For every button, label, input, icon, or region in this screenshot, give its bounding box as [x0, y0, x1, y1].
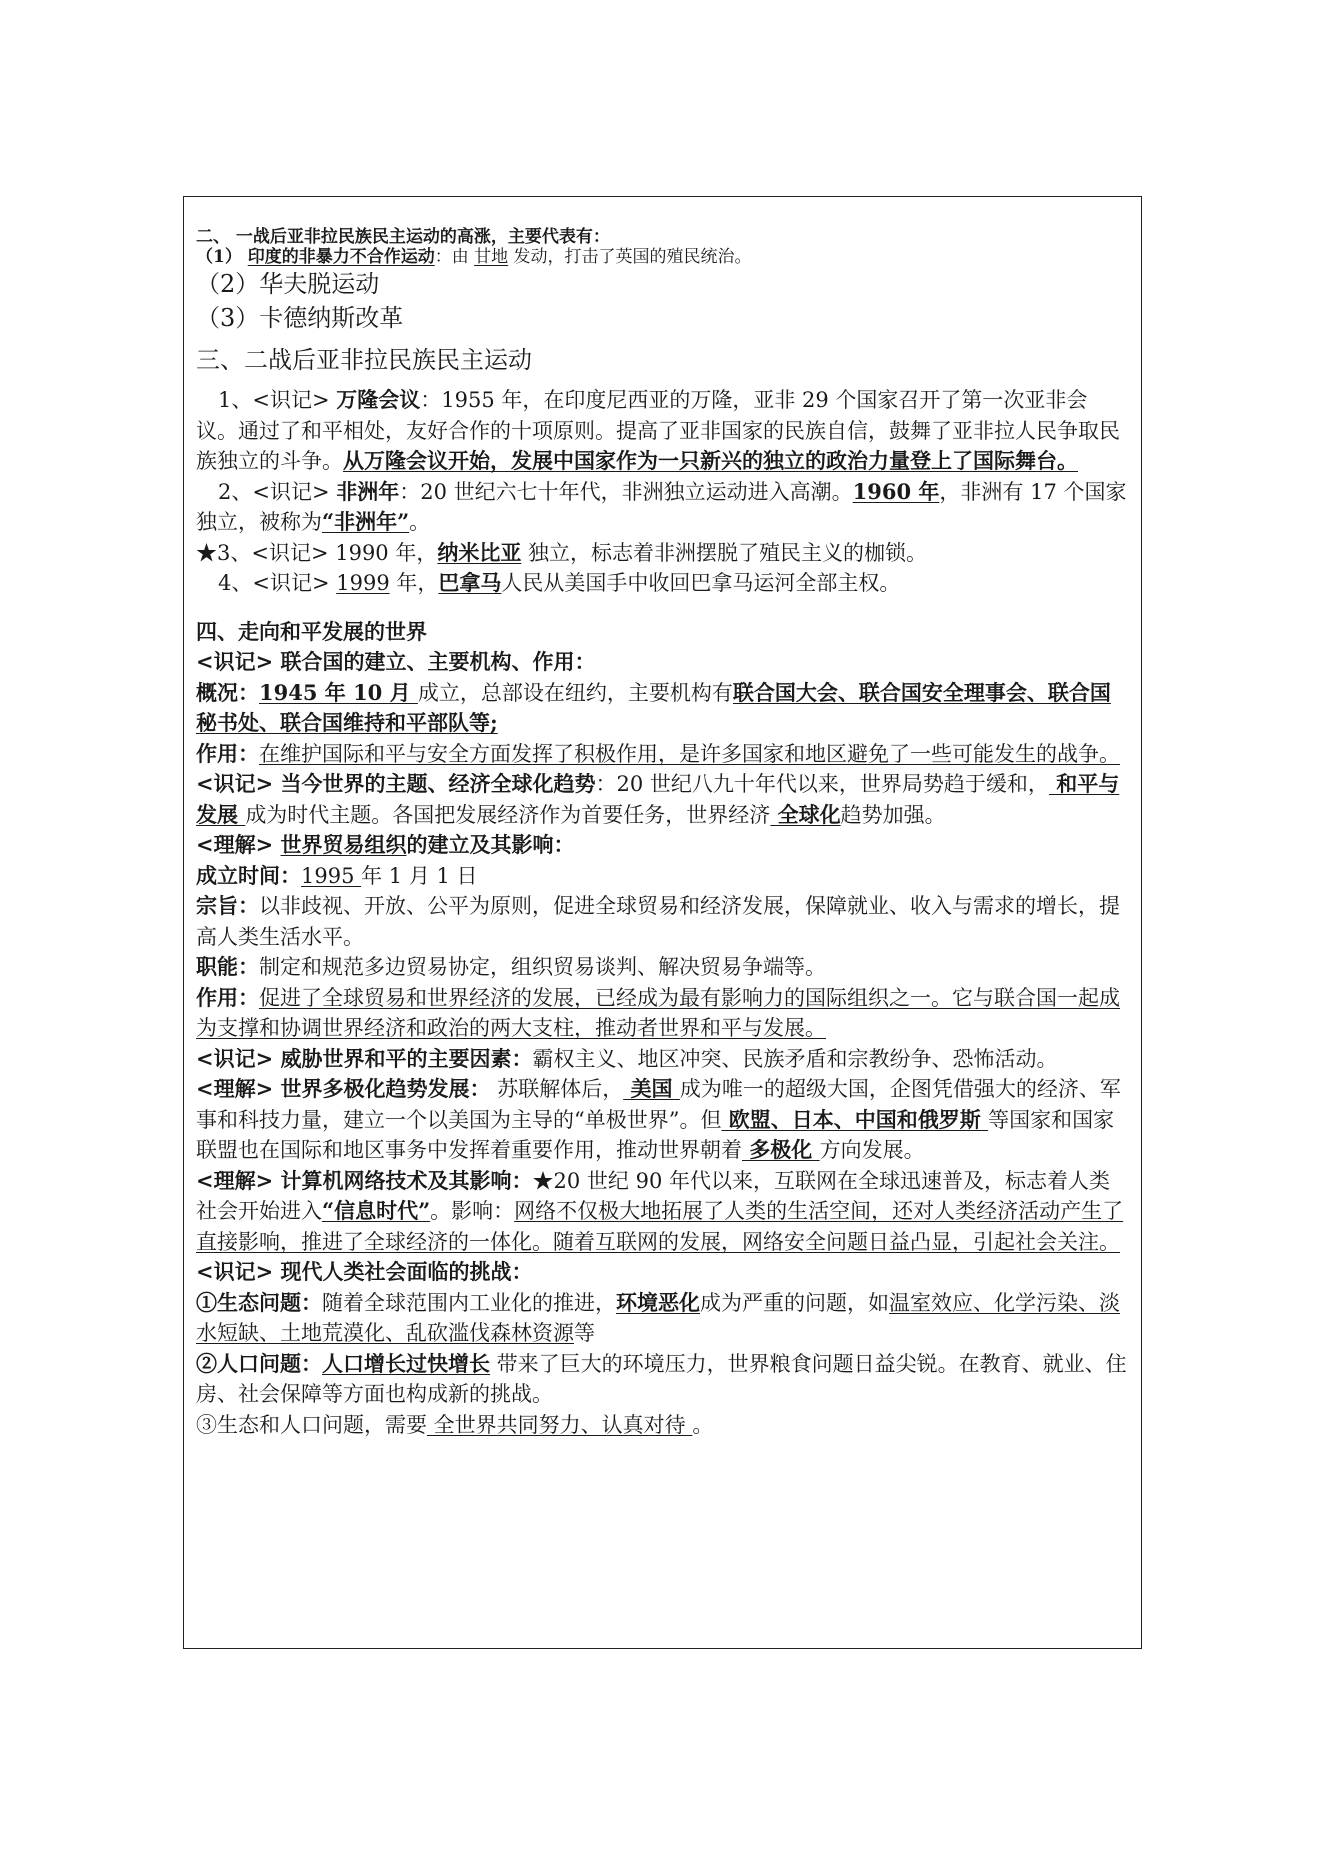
- internet-impact: <理解> 计算机网络技术及其影响：★20 世纪 90 年代以来，互联网在全球迅速普及，标志着人类社会开始进入“信息时代”。影响：网络不仅极大地拓展了人类的生活空间，还对人类经济活动产生了直接影响，推进了全球经济的一体化。随着互联网的发展，网络安全问题日益凸显，引起社会关注。: [196, 1167, 1124, 1254]
- s2-item-3: （3）卡德纳斯改革: [196, 304, 404, 332]
- document-frame: [183, 196, 1142, 1649]
- un-overview: 概况：1945 年 10 月 成立，总部设在纽约，主要机构有联合国大会、联合国安全理事会、联合国秘书处、联合国维持和平部队等;: [196, 679, 1111, 735]
- bandung-significance: 从万隆会议开始，发展中国家作为一只新兴的独立的政治力量登上了国际舞台。: [343, 448, 1078, 473]
- s3-para-4: 4、<识记> 1999 年，巴拿马人民从美国手中收回巴拿马运河全部主权。: [218, 570, 901, 595]
- wto-heading: <理解> 世界贸易组织的建立及其影响：: [196, 832, 575, 857]
- wto-effect: 作用：促进了全球贸易和世界经济的发展，已经成为最有影响力的国际组织之一。它与联合国一起成为支撑和协调世界经济和政治的两大支柱，推动者世界和平与发展。: [196, 984, 1120, 1040]
- s3-para-2: 2、<识记> 非洲年：20 世纪六七十年代，非洲独立运动进入高潮。1960 年，非洲有 17 个国家独立，被称为“非洲年”。: [196, 478, 1127, 534]
- wto-date: 成立时间：1995 年 1 月 1 日: [196, 862, 478, 888]
- ecology-problem: ①生态问题：随着全球范围内工业化的推进，环境恶化成为严重的问题，如温室效应、化学污染、淡水短缺、土地荒漠化、乱砍滥伐森林资源等: [196, 1289, 1120, 1345]
- peace-threats: <识记> 威胁世界和平的主要因素：霸权主义、地区冲突、民族矛盾和宗教纷争、恐怖活动。: [196, 1045, 1058, 1071]
- challenges-heading: <识记> 现代人类社会面临的挑战：: [196, 1259, 533, 1284]
- s2-item-1: （1） 印度的非暴力不合作运动：由 甘地 发动，打击了英国的殖民统治。: [196, 247, 752, 267]
- section-4-title: 四、走向和平发展的世界: [196, 618, 427, 644]
- section-2-title: 二、 一战后亚非拉民族民主运动的高涨，主要代表有：: [196, 227, 610, 247]
- gandhi: 甘地: [474, 247, 509, 267]
- noncooperation-movement: 印度的非暴力不合作运动: [247, 247, 435, 267]
- wto-aim: 宗旨：以非歧视、开放、公平为原则，促进全球贸易和经济发展，保障就业、收入与需求的增长，提高人类生活水平。: [196, 893, 1120, 949]
- world-theme: <识记> 当今世界的主题、经济全球化趋势：20 世纪八九十年代以来，世界局势趋于缓和， 和平与发展 成为时代主题。各国把发展经济作为首要任务，世界经济 全球化趋势加强。: [196, 771, 1120, 827]
- s3-para-1: 1、<识记> 万隆会议：1955 年，在印度尼西亚的万隆，亚非 29 个国家召开了第一次亚非会议。通过了和平相处，友好合作的十项原则。提高了亚非国家的民族自信，鼓舞了亚非拉人民争取民族独立的斗争。从万隆会议开始，发展中国家作为一只新兴的独立的政治力量登上了国际舞台。: [196, 387, 1120, 473]
- wto-function: 职能：制定和规范多边贸易协定，组织贸易谈判、解决贸易争端等。: [196, 954, 826, 979]
- ecology-population-solution: ③生态和人口问题，需要 全世界共同努力、认真对待 。: [196, 1412, 714, 1437]
- un-role: 作用：在维护国际和平与安全方面发挥了积极作用，是许多国家和地区避免了一些可能发生的战争。: [196, 740, 1120, 766]
- s3-para-3: ★3、<识记> 1990 年，纳米比亚 独立，标志着非洲摆脱了殖民主义的枷锁。: [196, 539, 928, 565]
- population-problem: ②人口问题：人口增长过快增长 带来了巨大的环境压力，世界粮食问题日益尖锐。在教育、就业、住房、社会保障等方面也构成新的挑战。: [196, 1350, 1127, 1406]
- section-3-title: 三、二战后亚非拉民族民主运动: [196, 346, 532, 374]
- multipolarity: <理解> 世界多极化趋势发展： 苏联解体后， 美国 成为唯一的超级大国，企图凭借强大的经济、军事和科技力量，建立一个以美国为主导的“单极世界”。但 欧盟、日本、中国和俄罗斯 等国家和国家联盟也在国际和地区事务中发挥着重要作用，推动世界朝着 多极化 方向发展。: [196, 1076, 1121, 1162]
- s2-item-2: （2）华夫脱运动: [196, 270, 380, 298]
- un-heading: <识记> 联合国的建立、主要机构、作用：: [196, 649, 596, 674]
